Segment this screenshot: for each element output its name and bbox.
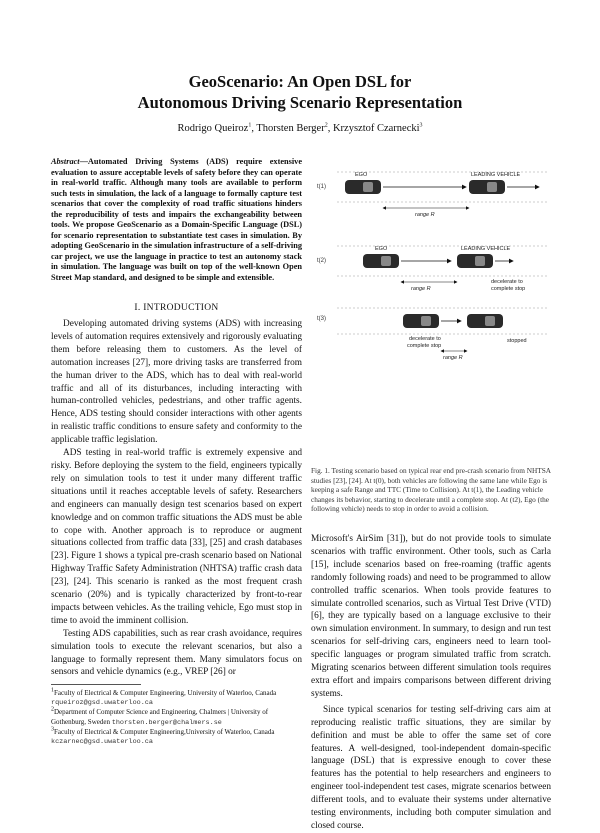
footnote-1: $^1$Faculty of Electrical & Computer Engineering, University of Waterloo, Canada rqueiroz@gsd.uwaterloo.ca	[51, 687, 277, 708]
footnote-2-email[interactable]: thorsten.berger@chalmers.se	[111, 718, 222, 727]
author-3: Krzysztof Czarnecki	[332, 123, 420, 134]
fig-time-label-3: t(3)	[317, 316, 326, 322]
left-paragraph-1: Developing automated driving systems (ADS) with increasing levels of automation requires extensively and rigorously evaluating them before releasing them to customers. As the level of automation increases [27], more driving tasks are transferred from the human driver to the ADS, which has to deal with real-world traffic and all of its disturbances, including interacting with human-controlled vehicles, pedestrians, and other traffic agents. Hence, ADS testing should consider interactions with other agents in realistic traffic conditions to ensure safety and conformity to the applicable traffic legislation.	[51, 319, 302, 446]
fig-leading-label-1: LEADING VEHICLE	[471, 172, 521, 178]
author-2-sup: 2	[324, 122, 328, 129]
fig-time-label-2: t(2)	[317, 258, 326, 264]
fig-leading-label-2: LEADING VEHICLE	[461, 246, 511, 252]
fig-time-label-1: t(1)	[317, 184, 326, 190]
figure-1-diagram	[311, 158, 551, 458]
fig-leading-car-1	[469, 180, 505, 194]
title-line-1: GeoScenario: An Open DSL for	[188, 72, 412, 91]
right-paragraph-1: Microsoft's AirSim [31]), but do not provide tools to simulate scenarios with traffic environment. Other tools, such as Carla [15], include scenarios based on free-roaming (traffic agents randomly following roads) and need to be programmed to allow controlled traffic scenarios. When tools provide features to simulate controlled scenarios, such as Virtual Test Drive (VTD) [6], they are typically based on a language exclusive to their own simulation environment. In summary, to design and run test scenarios for self-driving cars, engineers need to learn tool-specific languages or program simulated traffic from scratch. Migrating scenarios between different simulation tools requires extra effort and impairs comparisons between different driving systems.	[311, 534, 551, 699]
right-paragraph-2: Since typical scenarios for testing self-driving cars aim at reproducing realistic traffic situations, they are similar by definition and must be able to offer the same set of core features. A well-designed, tool-independent domain-specific language (DSL) that is expressive enough to cover these features has the potential to help researchers and engineers to engineer tool-independent test cases, migrate scenarios between different tools, and to evaluate their systems under alternative testing environments, including both computer simulation and closed course.	[311, 704, 551, 831]
left-paragraph-3: Testing ADS capabilities, such as rear crash avoidance, requires simulation tools to execute the relevant scenarios, but also a language to formally represent them. Many simulators focus on sensors and vehicle dynamics (e.g., VREP [26] or	[51, 628, 302, 678]
fig-ego-car-1	[345, 180, 381, 194]
left-paragraph-2: ADS testing in real-world traffic is extremely expensive and risky. Before deploying the system to the field, engineers typically rely on simulation tools to test it under many different traffic situations until it reaches acceptable levels of safety. Researchers and engineers can manually design test scenarios based on expert knowledge and on common traffic situations the ADS must be able to cope with. Another approach is to reproduce or augment situations collected from traffic data [33], [25] and crash databases [23]. Figure 1 shows a typical pre-crash scenario based on National Highway Traffic Safety Administration (NHTSA) traffic crash data [23], [24]. This scenario is ranked as the most frequent crash scenario (20%) and is typically characterized by front-to-rear impacts between vehicles. As the trailing vehicle, Ego must stop in time to avoid the imminent collision.	[51, 448, 302, 626]
author-1: Rodrigo Queiroz	[177, 123, 249, 134]
fig-ego-car-3	[403, 314, 439, 328]
fig-leading-car-2	[457, 254, 493, 268]
fig-complete-stop-label-2: complete stop	[491, 286, 526, 292]
footnote-3-email[interactable]: kczarnec@gsd.uwaterloo.ca	[51, 738, 153, 747]
fig-complete-stop-label-3: complete stop	[407, 343, 442, 349]
fig-range-label-3: range R	[443, 355, 463, 361]
left-column-body	[51, 318, 302, 679]
right-column-body	[311, 533, 551, 833]
fig-decelerate-label-3: decelerate to	[409, 336, 441, 342]
fig-ego-label-1: EGO	[355, 172, 368, 178]
author-1-sup: 1	[248, 122, 252, 129]
abstract-text: —Automated Driving Systems (ADS) require extensive evaluation to assure acceptable levels of safety before they can operate in real-world traffic. Although many tools are available to perform such tests in simulation, the lack of a language to formally capture test scenarios that cover the complexity of road traffic situations hinders the reproducibility of tests and impairs the exchangeability between tools. We propose GeoScenario as a Domain-Specific Language (DSL) for scenario representation to substantiate test cases in simulation. By adopting GeoScenario in the simulation infrastructure of a self-driving car project, we use the language in practice to test an autonomy stack in simulation. The language was built on top of the well-known Open Street Map standard, and designed to be simple and extensible.	[51, 157, 302, 282]
figure-1-caption: Fig. 1. Testing scenario based on typical rear end pre-crash scenario from NHTSA studies [23], [24]. At t(0), both vehicles are following the same lane while Ego is keeping a safe Range and TTC (Time to Collision). At t(1), the Leading vehicle changes its behavior, starting to decelerate until a complete stop. At (t2), Ego (the following vehicle) needs to stop in order to avoid a collision.	[311, 466, 551, 513]
section-heading-introduction: I. INTRODUCTION	[134, 303, 219, 313]
fig-decelerate-label-2a: decelerate to	[491, 279, 523, 285]
footnote-3: $^3$Faculty of Electrical & Computer Engineering,University of Waterloo, Canada kczarnec@gsd.uwaterloo.ca	[51, 726, 275, 747]
author-list: Rodrigo Queiroz$^1$, Thorsten Berger$^2$, Krzysztof Czarnecki$^3$	[177, 122, 423, 134]
footnote-rule	[51, 684, 141, 685]
footnote-1-email[interactable]: rqueiroz@gsd.uwaterloo.ca	[51, 699, 153, 708]
author-2: Thorsten Berger	[256, 123, 325, 134]
abstract-label: Abstract	[51, 157, 80, 166]
footnote-2: $^2$Department of Computer Science and Engineering, Chalmers | University of Gothenburg, Sweden thorsten.berger@chalmers.se	[51, 707, 269, 727]
fig-stopped-label-3: stopped	[507, 338, 527, 344]
fig-leading-car-3	[467, 314, 503, 328]
abstract	[51, 157, 302, 283]
footnotes	[51, 689, 302, 747]
fig-range-label-1: range R	[415, 212, 435, 218]
fig-ego-label-2: EGO	[375, 246, 388, 252]
paper-title	[0, 71, 600, 113]
fig-ego-car-2	[363, 254, 399, 268]
author-3-sup: 3	[419, 122, 423, 129]
fig-range-label-2: range R	[411, 286, 431, 292]
title-line-2: Autonomous Driving Scenario Representation	[137, 93, 463, 112]
